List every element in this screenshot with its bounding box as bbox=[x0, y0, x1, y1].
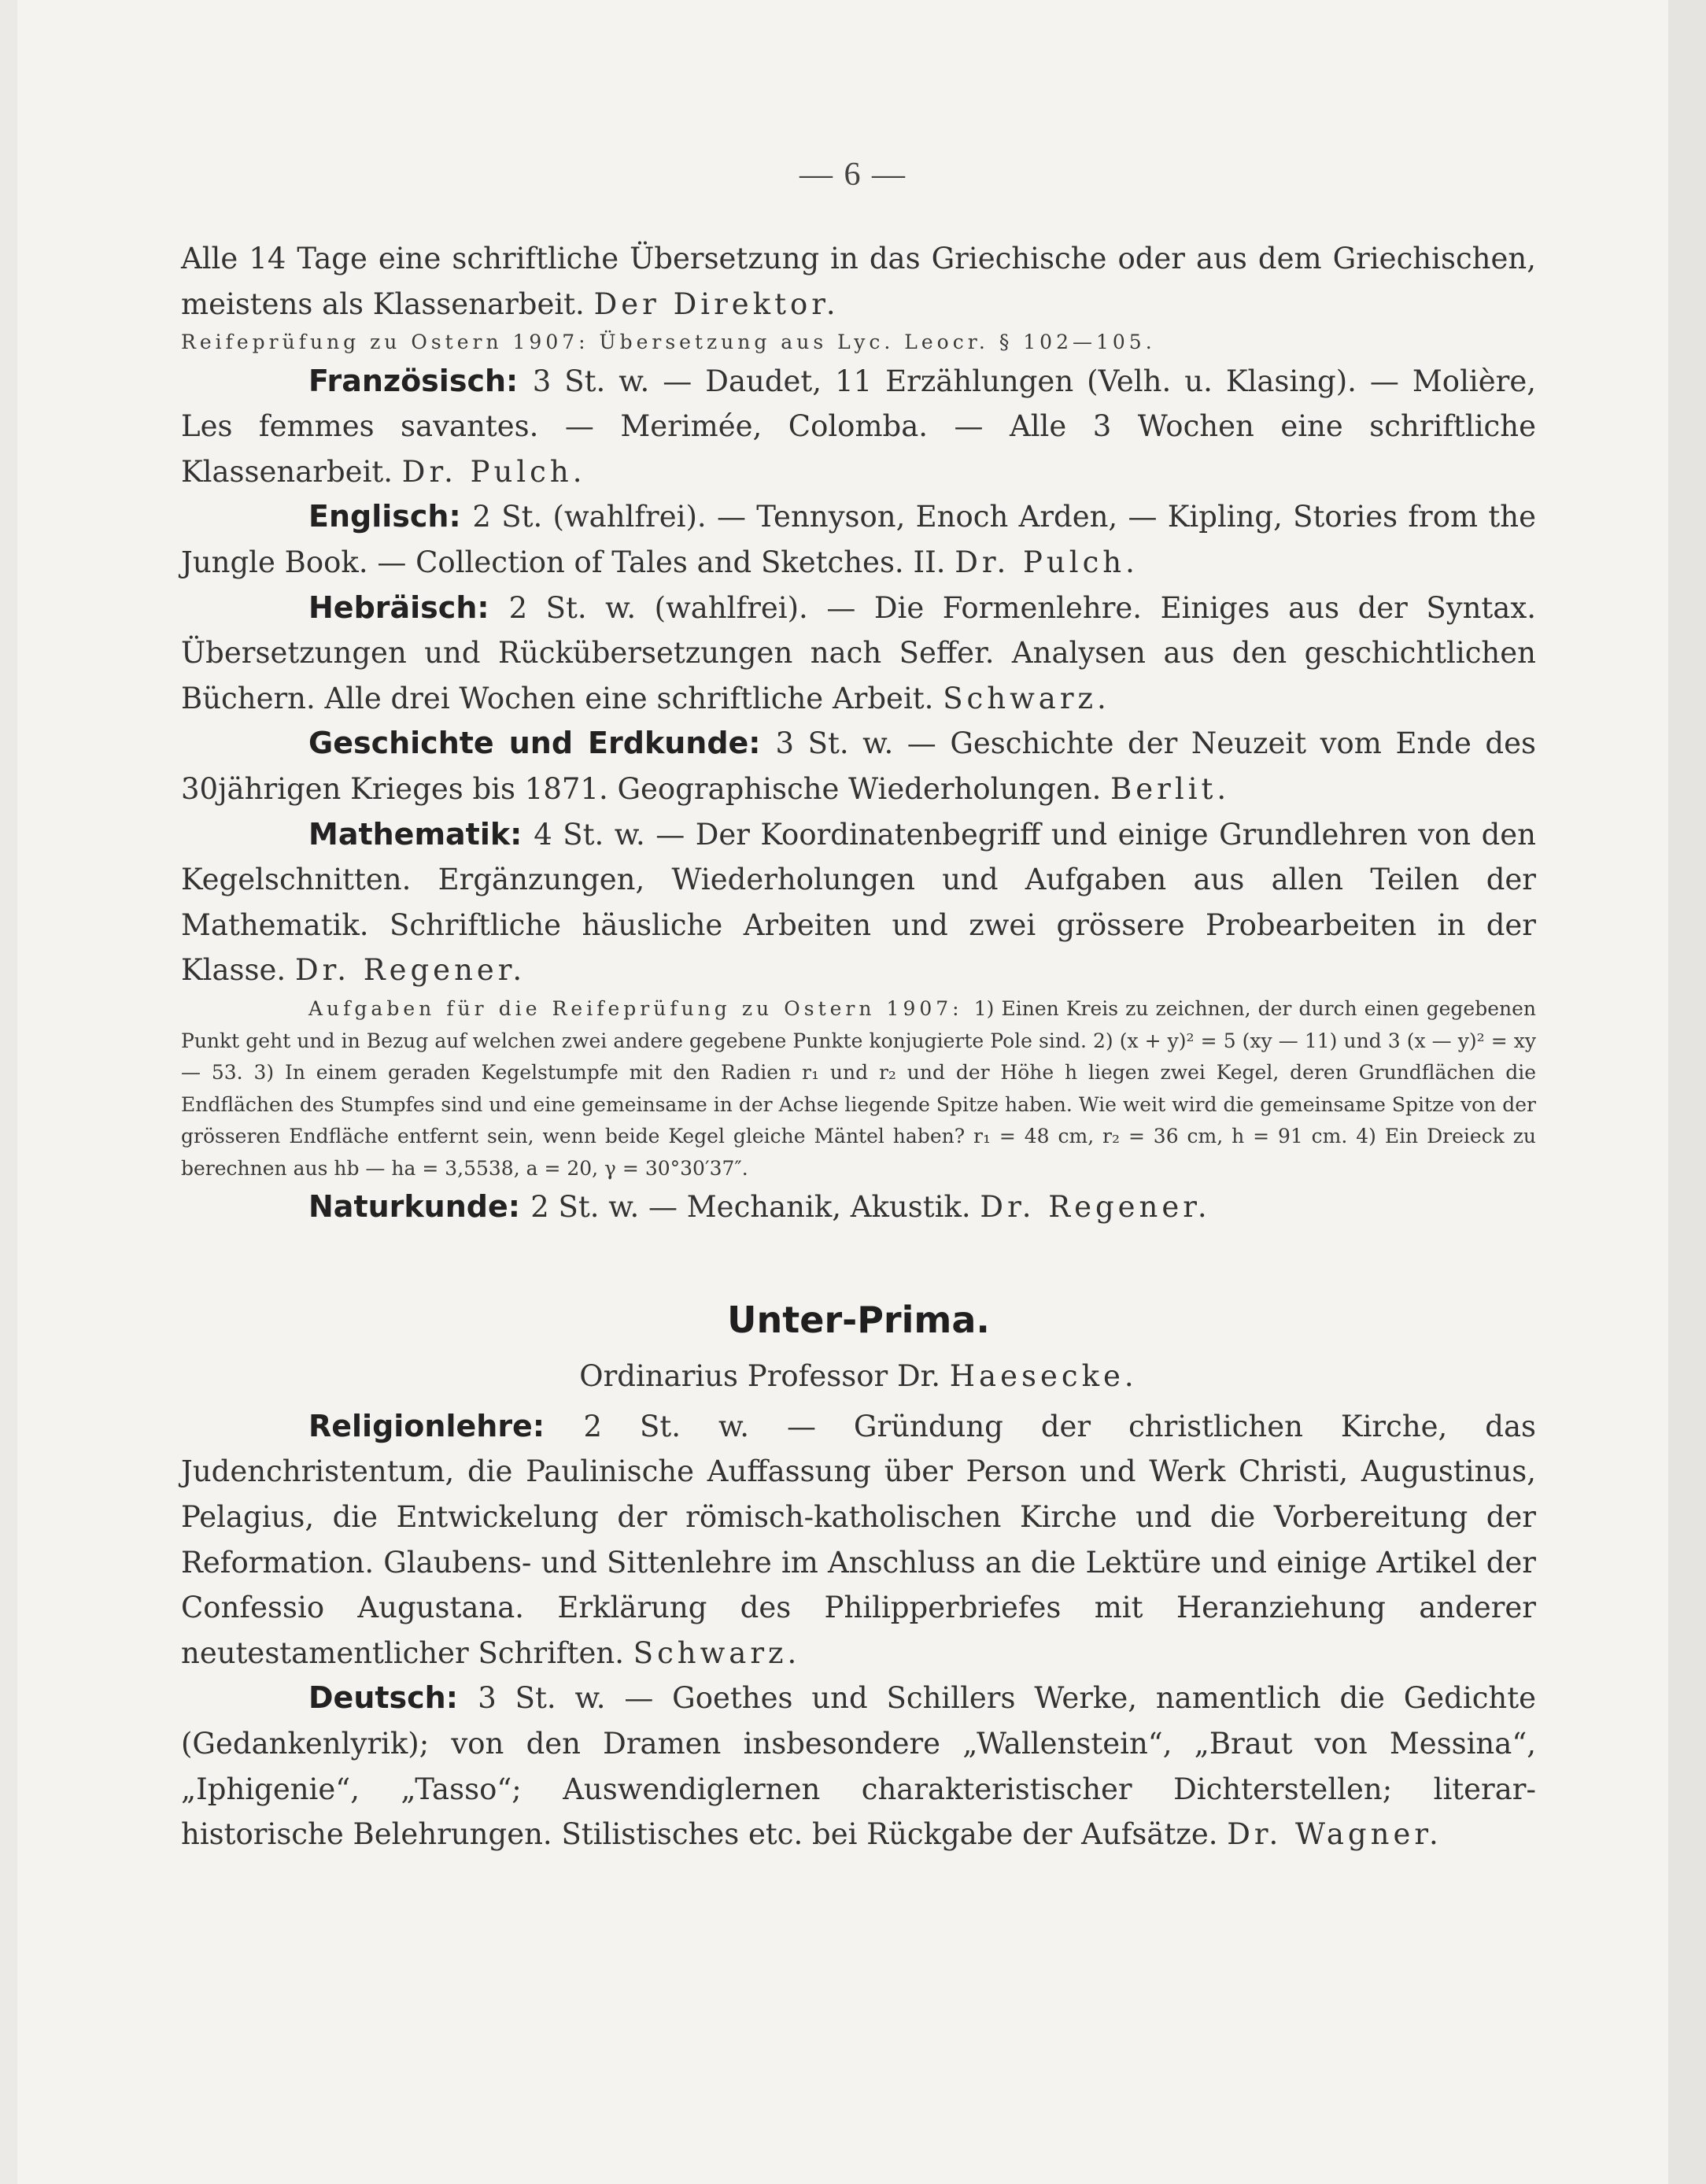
text-run: 2 St. (wahlfrei). — Tennyson, Enoch Arden, — Kipling, Stories from the Jungle Book. — Collection of Tales and Sketches. II. bbox=[181, 500, 1536, 580]
page-right-edge bbox=[1668, 0, 1706, 2184]
subject-heading: Französisch: bbox=[308, 363, 533, 398]
spaced-text: Dr. Regener. bbox=[294, 953, 526, 988]
subject-entry bbox=[181, 721, 1536, 811]
text-run: 3 St. w. — Geschichte der Neuzeit vom Ende des 30jährigen Krieges bis 1871. Geographische Wiederholungen. bbox=[181, 726, 1536, 807]
text-run: 2 St. w. — Gründung der christlichen Kirche, das Judenchristentum, die Paulinische Auffassung über Person und Werk Christi, Augustinus, Pelagius, die Entwickelung der römisch-katholischen Kirche und die Vorbereitung der Reformation. Glaubens- und Sittenlehre im Anschluss an die Lektüre und einige Artikel der Confessio Augustana. Erklärung des Philipperbriefes mit Heranziehung anderer neutestamentlicher Schriften. bbox=[181, 1409, 1537, 1670]
subject-entry bbox=[181, 1676, 1536, 1857]
page-number: — 6 — bbox=[799, 157, 907, 193]
subject-heading: Deutsch: bbox=[308, 1680, 478, 1716]
subject-entry bbox=[181, 494, 1536, 585]
text-run: Unter-Prima. bbox=[727, 1298, 990, 1341]
subject-heading: Mathematik: bbox=[308, 816, 534, 852]
spaced-text: Dr. Pulch. bbox=[955, 545, 1139, 580]
text-run: Alle 14 Tage eine schriftliche Übersetzung in das Griechische oder aus dem Griechischen, meistens als Klassenarbeit. bbox=[181, 242, 1536, 321]
subject-entry bbox=[181, 586, 1536, 722]
document-body bbox=[181, 236, 1536, 1857]
subject-entry bbox=[181, 1404, 1536, 1676]
paragraph bbox=[181, 236, 1536, 327]
text-run: 3 St. w. — Goethes und Schillers Werke, namentlich die Gedichte (Gedankenlyrik); von den Dramen insbesondere „Wallenstein“, „Braut von Messina“, „Iphigenie“, „Tasso“; Auswendiglernen charakteristischer Dichterstellen; literar-historische Belehrungen. Stilistisches etc. bei Rückgabe der Aufsätze. bbox=[181, 1681, 1537, 1852]
subject-entry bbox=[181, 359, 1536, 495]
spaced-text: Der Direktor. bbox=[593, 286, 840, 321]
text-run: 4 St. w. — Der Koordinatenbegriff und einige Grundlehren von den Kegelschnitten. Ergänzungen, Wiederholungen und Aufgaben aus allen Teilen der Mathematik. Schriftliche häusliche Arbeiten und zwei grössere Probearbeiten in der Klasse. bbox=[181, 817, 1536, 988]
text-run: 1) Einen Kreis zu zeichnen, der durch einen gegebenen Punkt geht und in Bezug auf welchen zwei andere gegebene Punkte konjugierte Pole sind. 2) (x + y)² = 5 (xy — 11) und 3 (x — y)² = xy — 53. 3) In einem geraden Kegelstumpfe mit den Radien r₁ und r₂ und der Höhe h liegen zwei Kegel, deren Grundflächen die Endflächen des Stumpfes sind und eine gemeinsame in der Achse liegende Spitze haben. Wie weit wird die gemeinsame Spitze von der grösseren Endfläche entfernt sein, wenn beide Kegel gleiche Mäntel haben? r₁ = 48 cm, r₂ = 36 cm, h = 91 cm. 4) Ein Dreieck zu berechnen aus hb — ha = 3,5538, a = 20, γ = 30°30′37″. bbox=[181, 997, 1537, 1180]
section-title bbox=[181, 1298, 1536, 1343]
spaced-text: Dr. Wagner. bbox=[1227, 1817, 1442, 1852]
spaced-text: Dr. Pulch. bbox=[401, 454, 586, 489]
text-run: 3 St. w. — Daudet, 11 Erzählungen (Velh. u. Klasing). — Molière, Les femmes savantes. — Merimée, Colomba. — Alle 3 Wochen eine schriftliche Klassenarbeit. bbox=[181, 364, 1536, 489]
spaced-text: Schwarz. bbox=[943, 681, 1110, 715]
page-left-edge bbox=[0, 0, 17, 2184]
ordinarius-line bbox=[181, 1354, 1536, 1399]
subject-heading: Naturkunde: bbox=[308, 1189, 531, 1224]
spaced-text: Haesecke. bbox=[949, 1359, 1138, 1394]
spaced-text: Dr. Regener. bbox=[980, 1190, 1211, 1224]
subject-entry bbox=[181, 812, 1536, 993]
spaced-text: Aufgaben für die Reifeprüfung zu Ostern 1907: bbox=[308, 997, 974, 1020]
text-run: 2 St. w. — Mechanik, Akustik. bbox=[530, 1190, 980, 1224]
exam-note bbox=[181, 993, 1536, 1184]
subject-heading: Hebräisch: bbox=[308, 589, 509, 625]
text-run: 2 St. w. (wahlfrei). — Die Formenlehre. Einiges aus der Syntax. Übersetzungen und Rückübersetzungen nach Seffer. Analysen aus den geschichtlichen Büchern. Alle drei Wochen eine schriftliche Arbeit. bbox=[181, 590, 1536, 715]
subject-heading: Englisch: bbox=[308, 499, 473, 534]
spaced-text: Berlit. bbox=[1110, 772, 1231, 807]
subject-heading: Religionlehre: bbox=[308, 1408, 584, 1443]
spaced-text: Schwarz. bbox=[633, 1635, 801, 1670]
subject-entry bbox=[181, 1184, 1536, 1230]
exam-note bbox=[181, 327, 1536, 359]
text-run: Ordinarius Professor Dr. bbox=[579, 1359, 950, 1394]
subject-heading: Geschichte und Erdkunde: bbox=[308, 726, 776, 761]
spaced-text: Reifeprüfung zu Ostern 1907: Übersetzung aus Lyc. Leocr. § 102—105. bbox=[181, 331, 1156, 354]
